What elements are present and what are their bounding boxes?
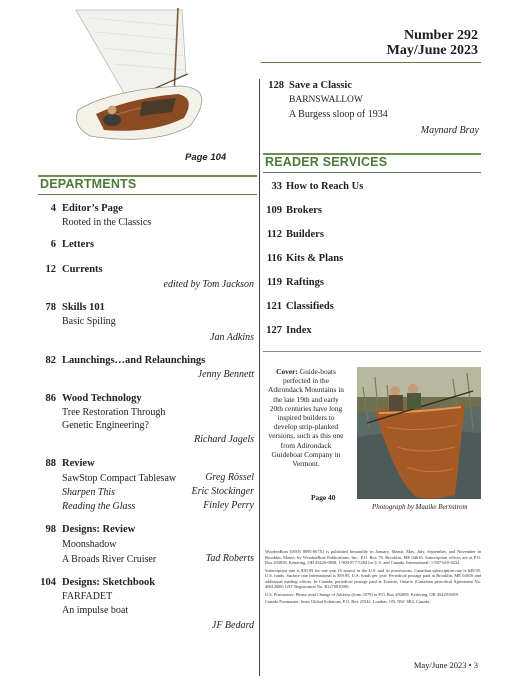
service-page-number: 33 — [271, 181, 282, 192]
sailboat-illustration — [70, 4, 220, 154]
entry-title: Currents — [62, 264, 103, 275]
reader-services-bottom-rule — [263, 172, 481, 173]
save-classic-description: A Burgess sloop of 1934 — [289, 109, 388, 120]
entry-author: Jan Adkins — [210, 332, 254, 343]
page-number: 78 — [45, 302, 56, 313]
service-page-number: 119 — [266, 277, 282, 288]
entry-subtitle: Basic Spiling — [62, 316, 116, 327]
fine-print-paragraph: Subscription rate is $39.95 for one year (6 issues) in the U.S. and its possessions. Canadian subscription rate is $49.95, U.S. funds. Surface rate International is $59.95, U.S. funds per year. Periodical postage paid at Brooklin, ME 04616 and additional mailing offices. In Canada, periodical postage paid at Toronto, Ontario (Canadian periodical Agreement No. 40612608; GST Registration No. R127081008). — [265, 567, 481, 590]
boat-page-caption: Page 104 — [185, 152, 227, 163]
review-item-title: Sharpen This — [62, 487, 116, 498]
entry-title: Letters — [62, 239, 95, 250]
fine-print-paragraph: Canada Postmaster: Imex Global Solutions, P.O. Box 25542, London, ON, N6C 6B2, Canada. — [265, 599, 431, 605]
page-number: 82 — [45, 355, 56, 366]
cover-label: Cover: — [276, 367, 298, 376]
cover-photo — [357, 367, 481, 499]
entry-author: JF Bedard — [211, 620, 254, 631]
entry-title: Skills 101 — [62, 302, 105, 313]
page-footer: May/June 2023 • 3 — [413, 660, 478, 670]
page-number: 6 — [50, 239, 56, 250]
page-number: 88 — [45, 458, 56, 469]
service-page-number: 109 — [266, 205, 282, 216]
column-divider — [259, 79, 260, 676]
entry-title: Designs: Sketchbook — [62, 577, 156, 588]
entry-author: edited by Tom Jackson — [163, 279, 254, 290]
entry-title: Review — [62, 458, 95, 469]
entry-subtitle: A Broads River Cruiser — [62, 554, 157, 565]
page-number: 12 — [45, 264, 56, 275]
review-item-title: Reading the Glass — [62, 501, 136, 512]
departments-heading: DEPARTMENTS — [40, 177, 137, 191]
cover-page-ref: Page 40 — [311, 493, 336, 502]
service-how-to-reach-us[interactable]: How to Reach Us — [286, 181, 364, 192]
entry-subtitle: An impulse boat — [62, 605, 129, 616]
save-classic-number: 128 — [268, 80, 284, 91]
service-brokers[interactable]: Brokers — [286, 205, 322, 216]
save-classic-title[interactable]: Save a Classic — [289, 80, 352, 91]
service-page-number: 121 — [266, 301, 282, 312]
page-number: 98 — [45, 524, 56, 535]
entry-author: Tad Roberts — [205, 553, 254, 564]
service-page-number: 112 — [266, 229, 282, 240]
page-number: 104 — [40, 577, 56, 588]
service-raftings[interactable]: Raftings — [286, 277, 324, 288]
service-kits-plans[interactable]: Kits & Plans — [286, 253, 344, 264]
page-number: 86 — [45, 393, 56, 404]
service-classifieds[interactable]: Classifieds — [286, 301, 334, 312]
page-number: 4 — [50, 203, 56, 214]
review-item-author: Greg Rössel — [205, 472, 254, 483]
entry-subtitle: Tree Restoration Through — [62, 407, 166, 418]
entry-subtitle: Moonshadow — [62, 539, 117, 550]
save-classic-boat: BARNSWALLOW — [289, 95, 363, 105]
fine-print-paragraph: U.S. Postmaster: Please send Change of Address (form 3579) to P.O. Box 292859, Kettering, OH 45429-0859. — [265, 591, 460, 597]
service-page-number: 127 — [266, 325, 282, 336]
reader-services-heading: READER SERVICES — [265, 155, 388, 169]
issue-number: Number 292 — [403, 28, 478, 43]
issue-info — [387, 28, 478, 58]
review-item-author: Eric Stockinger — [191, 486, 254, 497]
service-page-number: 116 — [266, 253, 282, 264]
service-index[interactable]: Index — [286, 325, 312, 336]
fine-print-paragraph: WoodenBoat (ISSN 0095-067X) is published bimonthly in January, March, May, July, September, and November in Brooklin, Maine, by WoodenBoat Publications, Inc., P.O. Box 78, Brooklin, ME 04616. Subscription offices are at P.O. Box 292858, Kettering, OH 45429-0858; 1-800-877-5284 for U.S. and Canada. International: 1-937-610-0234. — [265, 549, 481, 566]
header-rule — [261, 62, 481, 63]
departments-bottom-rule — [38, 194, 257, 195]
entry-title: Editor’s Page — [62, 203, 123, 214]
entry-subtitle: Rooted in the Classics — [62, 217, 152, 228]
review-item-title: SawStop Compact Tablesaw — [62, 473, 177, 484]
photo-credit: Photograph by Maaike Bernstrom — [372, 503, 468, 511]
issue-date: May/June 2023 — [386, 43, 478, 58]
review-item-author: Finley Perry — [203, 500, 254, 511]
entry-subtitle: FARFADET — [62, 591, 113, 602]
publication-fine-print — [265, 549, 481, 607]
services-end-rule — [263, 351, 481, 352]
entry-title: Launchings…and Relaunchings — [62, 355, 206, 366]
service-builders[interactable]: Builders — [286, 229, 324, 240]
cover-text: Guide-boats perfected in the Adirondack Mountains in the late 19th and early 20th centuries have long inspired builders to develop strip-planked versions, such as this one from Adirondack Guideboat Company in Vermont. — [268, 367, 344, 469]
entry-title: Designs: Review — [62, 524, 136, 535]
entry-subtitle: Genetic Engineering? — [62, 420, 149, 431]
entry-title: Wood Technology — [62, 393, 142, 404]
entry-author: Jenny Bennett — [197, 369, 254, 380]
save-classic-author: Maynard Bray — [420, 125, 479, 136]
cover-description — [268, 367, 344, 468]
entry-author: Richard Jagels — [194, 434, 254, 445]
